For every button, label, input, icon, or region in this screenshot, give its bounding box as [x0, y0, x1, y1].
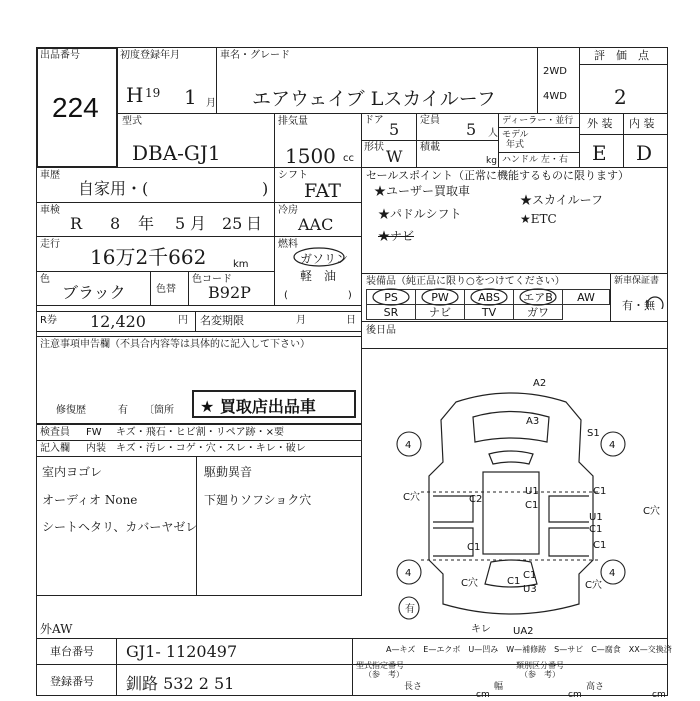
note-label: 記入欄 — [40, 443, 70, 454]
capacity-unit: 人 — [488, 128, 498, 139]
shape-value: W — [386, 147, 403, 166]
fuel-paren: ( ) — [284, 290, 352, 301]
class-ref: （参 考） — [520, 670, 560, 679]
displacement-value: 1500 — [285, 144, 336, 168]
remark-right-1: 駆動異音 — [204, 465, 253, 479]
chassis-value: GJ1- 1120497 — [126, 642, 238, 661]
inspector-items: キズ・飛石・ヒビ割・リペア跡・×要 — [116, 427, 284, 438]
shift-label: シフト — [278, 170, 308, 181]
shape-label: 形状 — [364, 142, 384, 153]
lot-number: 224 — [52, 92, 99, 123]
model-year-label1: モデル — [502, 130, 529, 140]
displacement-unit: cc — [343, 153, 354, 164]
mark-c-hole-rl: C穴 — [461, 578, 478, 589]
score-value: 2 — [614, 85, 627, 109]
mark-4-fr: 4 — [609, 440, 616, 451]
drive-4wd: 4WD — [543, 91, 567, 102]
registration-value: 釧路 532 2 51 — [126, 674, 235, 693]
history-close: ) — [262, 179, 269, 198]
rear-seat-cell — [361, 321, 668, 349]
sales-point-2: ★スカイルーフ — [520, 193, 604, 207]
mark-yes: 有 — [405, 604, 415, 615]
recycle-unit: 円 — [178, 315, 188, 326]
rear-seat-label: 後日品 — [366, 325, 396, 336]
door-value: 5 — [389, 120, 400, 139]
mark-c-hole-r: C穴 — [643, 506, 660, 517]
sales-points-label: セールスポイント（正常に機能するものに限ります） — [366, 169, 630, 182]
repair-unit: 〔箇所 — [144, 405, 174, 416]
remark-left-1: 室内ヨゴレ — [42, 465, 103, 479]
mark-c-hole-l: C穴 — [403, 492, 420, 503]
mark-c1-d: C1 — [593, 540, 607, 551]
warranty-label: 新車保証書 — [614, 276, 660, 286]
mark-c1-e: C1 — [589, 524, 603, 535]
inspection-year: 8 — [110, 214, 121, 233]
load-unit: kg — [486, 156, 497, 166]
first-reg-label: 初度登録年月 — [120, 50, 180, 61]
capacity-value: 5 — [466, 120, 477, 139]
mark-c1-c: C1 — [467, 542, 481, 553]
dealer-label: ディーラー・並行 — [502, 116, 574, 126]
first-reg-year: 19 — [145, 86, 161, 100]
car-name-label: 車名・グレード — [220, 50, 290, 61]
handle-label: ハンドル 左・右 — [502, 155, 568, 165]
ac-label: 冷房 — [278, 205, 298, 216]
equip-gawa: ガワ — [513, 304, 563, 320]
width-unit: cm — [568, 690, 582, 700]
length-unit: cm — [476, 690, 490, 700]
length-label: 長さ — [404, 682, 423, 692]
interior-label: 内 装 — [629, 117, 655, 130]
mark-u3: U3 — [523, 584, 537, 595]
repair-label: 修復歴 — [56, 405, 86, 416]
equip-navi: ナビ — [415, 304, 465, 320]
mark-c1-f: C1 — [523, 570, 537, 581]
width-label: 幅 — [494, 682, 504, 692]
equip-pw: PW — [415, 289, 465, 305]
chassis-label: 車台番号 — [50, 645, 94, 658]
capacity-label: 定員 — [420, 115, 440, 126]
fuel-label: 燃料 — [278, 239, 298, 250]
mark-c1-a: C1 — [525, 500, 539, 511]
deadline-label: 名変期限 — [200, 314, 244, 327]
stamp-text: ★ 買取店出品車 — [200, 397, 316, 416]
registration-label: 登録番号 — [50, 675, 94, 688]
fuel-circle — [292, 246, 349, 268]
ac-value: AAC — [298, 215, 334, 234]
exterior-value: E — [592, 141, 607, 165]
first-reg-month-unit: 月 — [206, 98, 216, 109]
mark-c2: C2 — [469, 494, 483, 505]
equip-ps: PS — [366, 289, 416, 305]
equip-tv: TV — [464, 304, 514, 320]
inspector-fw: FW — [86, 427, 102, 438]
shift-value: FAT — [304, 180, 341, 202]
warranty-value: 有・無 — [622, 299, 655, 312]
height-unit: cm — [652, 690, 666, 700]
color-label: 色 — [40, 274, 50, 285]
color-swap-label: 色替 — [156, 284, 176, 295]
equip-circles — [366, 287, 666, 312]
sales-point-4: ★ETC — [520, 212, 557, 226]
history-value: 自家用・( — [78, 179, 149, 198]
mileage-unit: km — [233, 259, 249, 270]
mark-c-hole-rr: C穴 — [585, 580, 602, 591]
mark-4-rl: 4 — [405, 568, 412, 579]
color-code: B92P — [208, 283, 251, 302]
repair-value: 有 — [118, 405, 128, 416]
sales-point-3: ★パドルシフト — [378, 207, 462, 221]
equip-sr: SR — [366, 304, 416, 320]
type-ref: （参 考） — [364, 670, 404, 679]
mark-kire: キレ — [471, 624, 491, 635]
interior-value: D — [636, 141, 653, 165]
remark-right-2: 下廻りソフショク穴 — [204, 493, 312, 507]
mileage-label: 走行 — [40, 239, 60, 250]
equipment-label: 装備品（純正品に限り○をつけてください） — [366, 276, 565, 287]
mark-4-rr: 4 — [609, 568, 616, 579]
mark-a2: A2 — [533, 378, 547, 389]
load-label: 積載 — [420, 142, 440, 153]
sales-point-1: ★ユーザー買取車 — [374, 184, 471, 198]
equip-aw: AW — [562, 289, 610, 305]
mark-c1-g: C1 — [507, 576, 521, 587]
first-reg-era: H — [126, 83, 144, 107]
drive-2wd: 2WD — [543, 66, 567, 77]
mileage-value: 16万2千662 — [90, 245, 207, 269]
note-interior: 内装 — [86, 443, 106, 454]
lot-label: 出品番号 — [40, 50, 80, 61]
class-label: 類別区分番号 — [516, 661, 564, 670]
type-label: 型式指定番号 — [356, 661, 404, 670]
mark-s1: S1 — [587, 428, 600, 439]
mark-a3: A3 — [526, 416, 540, 427]
mark-u1-b: U1 — [589, 512, 603, 523]
model-year-label2: 年式 — [506, 140, 525, 150]
color-code-label: 色コード — [192, 274, 232, 285]
car-diagram — [361, 372, 668, 642]
recycle-value: 12,420 — [90, 312, 146, 331]
deadline-month: 月 — [296, 315, 306, 326]
note-interior-items: キズ・汚レ・コゲ・穴・スレ・キレ・破レ — [116, 443, 306, 454]
door-label: ドア — [364, 115, 384, 126]
history-label: 車歴 — [40, 170, 60, 181]
fuel-alt: 軽 油 — [300, 269, 337, 283]
inspector-label: 検査員 — [40, 427, 70, 438]
inspection-year-unit: 年 — [138, 214, 155, 233]
mark-u1-a: U1 — [525, 486, 539, 497]
drive-cell — [537, 47, 580, 114]
inspection-month-unit: 月 — [190, 214, 207, 233]
notes-label: 注意事項申告欄（不具合内容等は具体的に記入して下さい） — [40, 339, 310, 350]
diagram-legend: A—キズ E—エクボ U—凹み W—補修跡 S—サビ C—腐食 XX—交換済 — [386, 645, 672, 654]
mark-4-fl: 4 — [405, 440, 412, 451]
height-label: 高さ — [586, 682, 605, 692]
score-label: 評 価 点 — [594, 49, 649, 62]
remark-left-2: オーディオ None — [42, 493, 138, 507]
model-value: DBA-GJ1 — [132, 141, 221, 165]
equip-abs: ABS — [464, 289, 514, 305]
first-reg-month: 1 — [184, 85, 197, 109]
model-label: 型式 — [122, 116, 142, 127]
inspection-day-unit: 日 — [246, 214, 263, 233]
remark-left-3: シートヘタリ、カバーヤゼレ — [42, 520, 198, 534]
mark-ua2: UA2 — [513, 626, 534, 637]
remark-footer: 外AW — [40, 622, 73, 636]
inspection-label: 車検 — [40, 205, 60, 216]
exterior-label: 外 装 — [587, 117, 613, 130]
inspection-era: R — [70, 214, 83, 233]
recycle-label: R券 — [40, 315, 57, 326]
sales-point-5: ★ナビ — [378, 229, 415, 243]
inspection-day: 25 — [222, 214, 243, 233]
deadline-day: 日 — [346, 315, 356, 326]
car-name-value: エアウェイブ Lスカイルーフ — [252, 88, 496, 110]
mark-c1-b: C1 — [593, 486, 607, 497]
fuel-value: ガソリン — [300, 252, 349, 266]
color-value: ブラック — [62, 283, 126, 302]
displacement-label: 排気量 — [278, 116, 308, 127]
equip-airbag: エアB — [513, 289, 563, 305]
history-cell — [36, 167, 275, 203]
inspection-month: 5 — [175, 214, 186, 233]
